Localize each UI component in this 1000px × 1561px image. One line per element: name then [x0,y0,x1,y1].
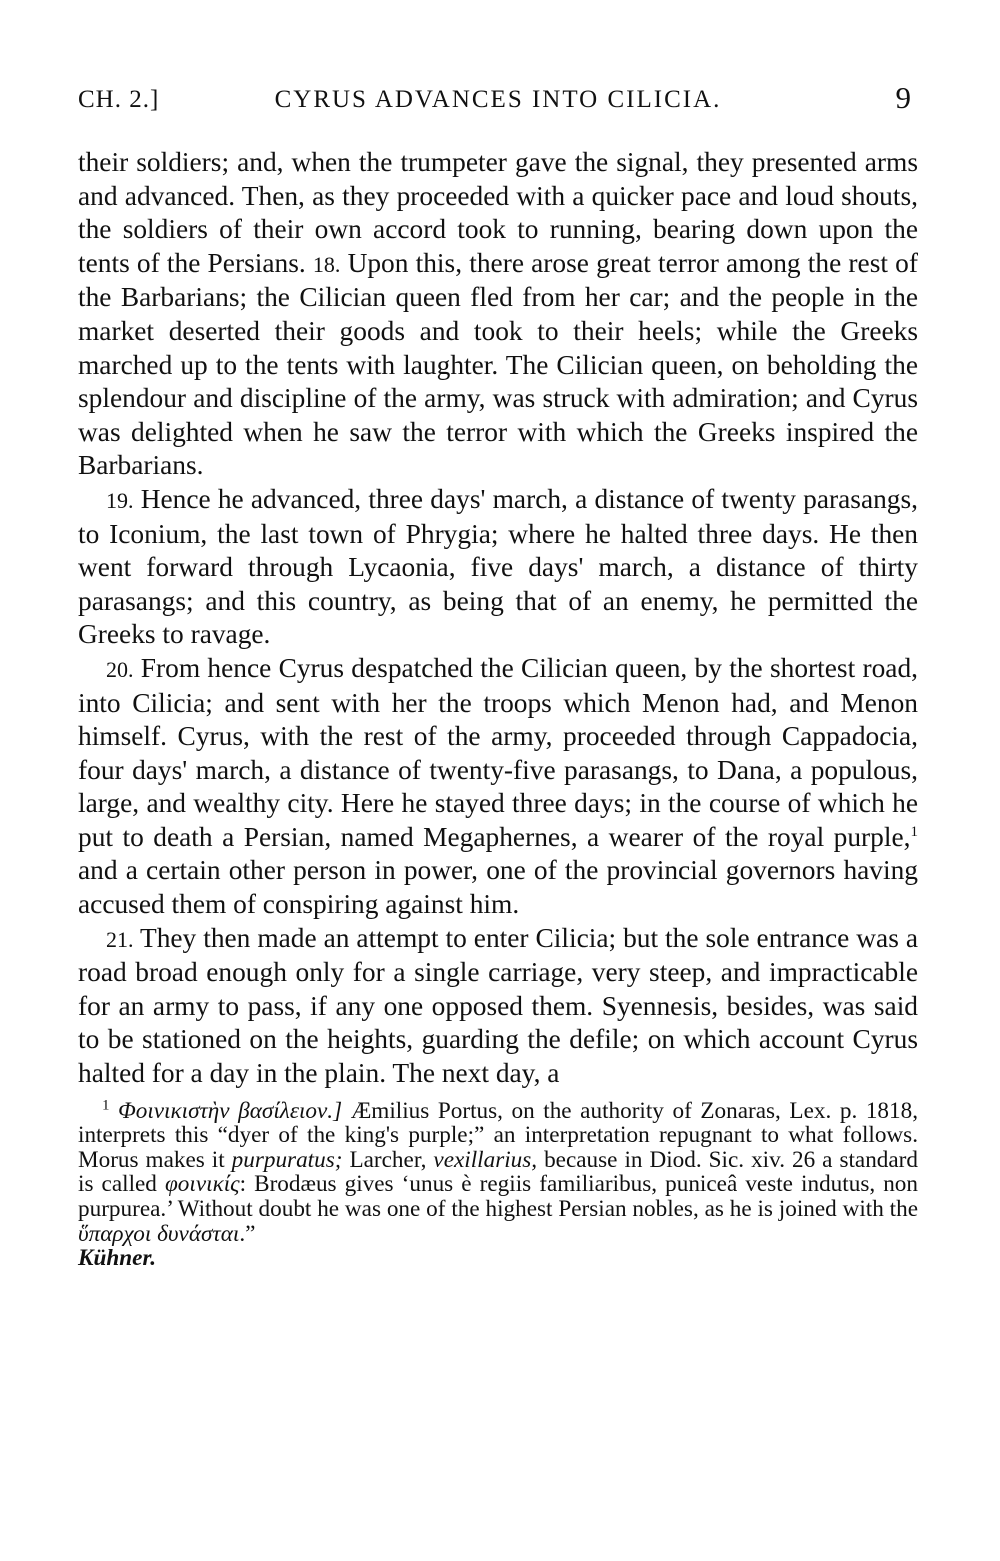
footnote-greek-lemma: Φοινικιστὴν βασίλειον.] [118,1097,343,1124]
footnote-author: Kühner. [78,1245,156,1272]
footnote-greek: φοινικίς [164,1171,240,1198]
paragraph-19 [78,483,918,652]
footnote-greek: ὕπαρχοι δυνάσται [78,1220,240,1247]
section-number: 20. [106,656,134,682]
section-number: 18. [312,251,341,277]
running-title: CYRUS ADVANCES INTO CILICIA. [274,86,722,113]
paragraph-20 [78,652,918,922]
paragraph-text: Upon this, there arose great terror among the rest of the Barbarians; the Cilician queen fled from her car; and the people in the market deserted their goods and took to their heels; while the Greeks marched up to the tents with laughter. The Cilician queen, on beholding the splendour and discipline of the army, was struck with admiration; and Cyrus was delighted when he saw the terror with which the Greeks inspired the Barbarians. [78,247,918,481]
footnote-reference[interactable]: 1 [910,823,918,840]
footnote-italic: vexillarius, [433,1146,538,1173]
chapter-marker: CH. 2.] [78,86,160,113]
footnote-marker: 1 [102,1096,110,1113]
paragraph-21 [78,922,918,1091]
footnote-text: Larcher, [342,1146,434,1173]
page-number: 9 [895,80,912,115]
footnote-text: : Brodæus gives ‘unus è regiis familiaribus, puniceâ veste indutus, non purpurea.’ Without doubt he was one of the highest Persian nobles, as he is joined with the [78,1171,918,1222]
footnote-italic: purpuratus; [231,1146,343,1173]
paragraph-text: From hence Cyrus despatched the Cilician queen, by the shortest road, into Cilicia; and sent with her the troops which Menon had, and Menon himself. Cyrus, with the rest of the army, proceeded through Cappadocia, four days' march, a distance of twenty-five parasangs, to Dana, a populous, large, and wealthy city. Here he stayed three days; in the course of which he put to death a Persian, named Megaphernes, a wearer of the royal purple, [78,652,918,852]
running-header [78,78,918,122]
footnote-text: .” [239,1220,256,1247]
section-number: 19. [106,487,134,513]
paragraph-text: their soldiers; and, when the trumpeter gave the signal, they presented arms and advanced. Then, as they proceeded with a quicker pace and loud shouts, the soldiers of their own accord took to running, bearing down upon the tents of the Persians. [78,147,918,278]
footnote-text: Æmilius Portus, on the authority of Zonaras, Lex. p. 1818, interprets this “dyer of the king's purple;” an interpretation repugnant to what follows. Morus makes it [78,1097,918,1173]
footnote-text: because in Diod. Sic. xiv. 26 a standard is called [78,1146,918,1198]
paragraph-text: They then made an attempt to enter Cilicia; but the sole entrance was a road broad enough only for a single carriage, very steep, and impracticable for an army to pass, if any one opposed them. Syennesis, besides, was said to be stationed on the heights, guarding the defile; on which account Cyrus halted for a day in the plain. The next day, a [78,922,918,1089]
paragraph-continuation [78,146,918,483]
book-page [78,78,918,1271]
section-number: 21. [106,926,134,952]
main-text [78,146,918,1091]
paragraph-text: and a certain other person in power, one of the provincial governors having accused them of conspiring against him. [78,855,918,920]
footnote [78,1096,918,1272]
footnote-block [78,1096,918,1272]
paragraph-text: Hence he advanced, three days' march, a distance of twenty parasangs, to Iconium, the last town of Phrygia; where he halted three days. He then went forward through Lycaonia, five days' march, a distance of thirty parasangs; and this country, as being that of an enemy, he permitted the Greeks to ravage. [78,483,918,650]
